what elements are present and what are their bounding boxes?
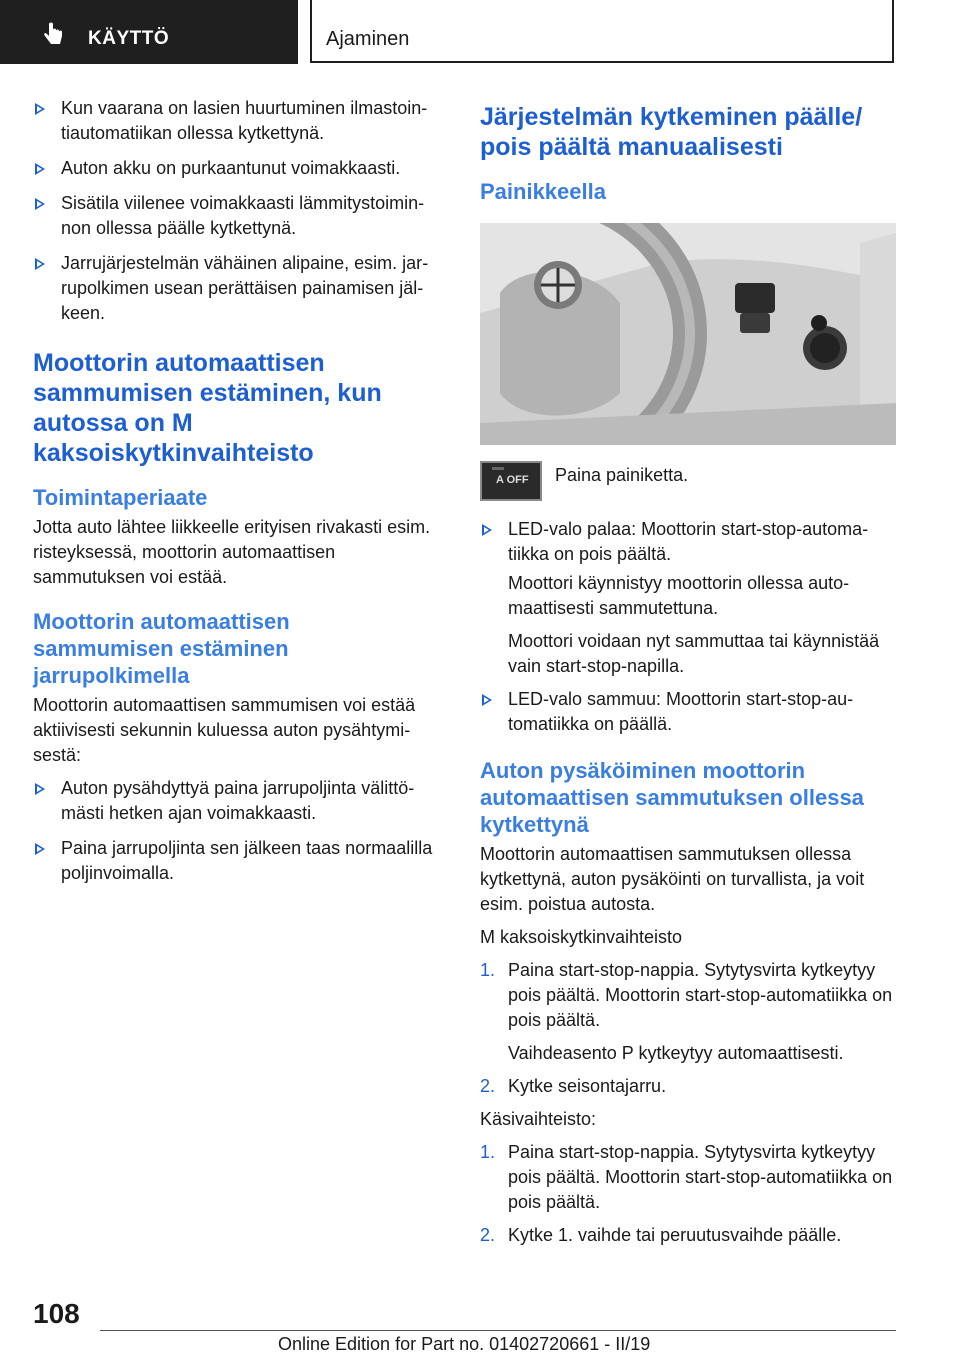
steering-wheel-illustration: [480, 223, 896, 445]
numbered-step: [480, 1074, 896, 1099]
header-section-tab: [0, 0, 298, 64]
page-number: 108: [33, 1298, 80, 1329]
numbered-step: [480, 958, 896, 1033]
step-number: 2.: [480, 1076, 496, 1096]
paragraph-mdct: M kaksoiskytkinvaihteisto: [480, 927, 683, 947]
heading-prevent-auto-stop-mdct: Moottorin automaattisen sammumisen estäminen, kun autossa on M kaksoiskytkinvaihteisto: [33, 349, 382, 467]
section-title: KÄYTTÖ: [88, 28, 170, 49]
numbered-step: [480, 1223, 896, 1248]
list-item: [33, 251, 448, 326]
list-item-text: Auton akku on purkaantunut voimakkaasti.: [61, 158, 401, 178]
step-text: Kytke seisontajarru.: [508, 1076, 667, 1096]
bullet-triangle-icon: [35, 198, 45, 210]
right-column: [480, 96, 896, 1256]
list-item-text: Auton pysähdyttyä paina jarrupoljinta välittömästi hetken ajan voimakkaasti.: [61, 778, 415, 823]
chapter-title: Ajaminen: [326, 28, 410, 50]
left-column: [33, 96, 448, 896]
bullet-triangle-icon: [35, 783, 45, 795]
step-number: 2.: [480, 1225, 496, 1245]
list-item-text: LED-valo palaa: Moottorin start-stop-automatiikka on pois päältä.: [508, 519, 869, 564]
footer-divider: [100, 1330, 896, 1331]
step-text: Kytke 1. vaihde tai peruutusvaihde päälle.: [508, 1225, 842, 1245]
sub-paragraph: Moottori käynnistyy moottorin ollessa automaattisesti sammutettuna.: [508, 573, 850, 618]
step-text: Paina start-stop-nappia. Sytytysvirta kytkeytyy pois päältä. Moottorin start-stop-automatiikka on pois päältä.: [508, 1142, 893, 1212]
list-item: [480, 687, 896, 737]
list-item-text: Paina jarrupoljinta sen jälkeen taas normaalilla poljinvoimalla.: [61, 838, 433, 883]
edition-text: Online Edition for Part no. 01402720661 - II/19: [278, 1334, 651, 1354]
heading-brake-pedal: Moottorin automaattisen sammumisen estäminen jarrupolkimella: [33, 609, 290, 688]
heading-parking: Auton pysäköiminen moottorin automaattisen sammutuksen ollessa kytkettynä: [480, 758, 864, 837]
step-text: Paina start-stop-nappia. Sytytysvirta kytkeytyy pois päältä. Moottorin start-stop-automatiikka on pois päältä.: [508, 960, 893, 1030]
button-instruction-row: [480, 461, 896, 503]
press-button-text: Paina painiketta.: [555, 465, 689, 485]
button-label: A OFF: [496, 474, 529, 486]
list-item-text: Kun vaarana on lasien huurtuminen ilmastointiautomatiikan ollessa kytkettynä.: [61, 98, 428, 143]
list-item: [33, 96, 448, 146]
paragraph-brake-pedal: Moottorin automaattisen sammumisen voi estää aktiivisesti sekunnin kuluessa auton pysähtymisestä:: [33, 695, 416, 765]
paragraph-parking: Moottorin automaattisen sammutuksen ollessa kytkettynä, auton pysäköinti on turvallista, ja voit esim. poistua autosta.: [480, 844, 865, 914]
sub-paragraph: Moottori voidaan nyt sammuttaa tai käynnistää vain start-stop-napilla.: [508, 631, 880, 676]
list-item: [33, 191, 448, 241]
bullet-triangle-icon: [35, 843, 45, 855]
list-item-text: Jarrujärjestelmän vähäinen alipaine, esim. jarrupolkimen usean perättäisen painamisen jälkeen.: [61, 253, 429, 323]
bullet-triangle-icon: [35, 103, 45, 115]
list-item: [33, 156, 448, 181]
list-item: [33, 776, 448, 826]
list-item: [480, 517, 896, 567]
heading-principle: Toimintaperiaate: [33, 485, 208, 510]
auto-start-stop-off-button-image: [480, 461, 542, 501]
steering-wheel-photo: [480, 223, 896, 445]
heading-with-button: Painikkeella: [480, 179, 606, 204]
bullet-triangle-icon: [35, 163, 45, 175]
step-number: 1.: [480, 960, 496, 980]
step-number: 1.: [480, 1142, 496, 1162]
list-item-text: LED-valo sammuu: Moottorin start-stop-automatiikka on päällä.: [508, 689, 854, 734]
hand-pointer-icon: [40, 22, 66, 48]
paragraph-manual: Käsivaihteisto:: [480, 1109, 597, 1129]
header-chapter-box: [310, 0, 894, 63]
numbered-step: [480, 1140, 896, 1215]
sub-paragraph: Vaihdeasento P kytkeytyy automaattisesti.: [508, 1043, 844, 1063]
bullet-triangle-icon: [482, 694, 492, 706]
bullet-triangle-icon: [482, 524, 492, 536]
list-item: [33, 836, 448, 886]
bullet-triangle-icon: [35, 258, 45, 270]
heading-manual-toggle: Järjestelmän kytkeminen päälle/ pois päältä manuaalisesti: [480, 103, 863, 161]
list-item-text: Sisätila viilenee voimakkaasti lämmitystoiminnon ollessa päälle kytkettynä.: [61, 193, 425, 238]
led-indicator: [492, 467, 504, 470]
paragraph-principle: Jotta auto lähtee liikkeelle erityisen rivakasti esim. risteyksessä, moottorin automaattisen sammutuksen voi estää.: [33, 517, 431, 587]
